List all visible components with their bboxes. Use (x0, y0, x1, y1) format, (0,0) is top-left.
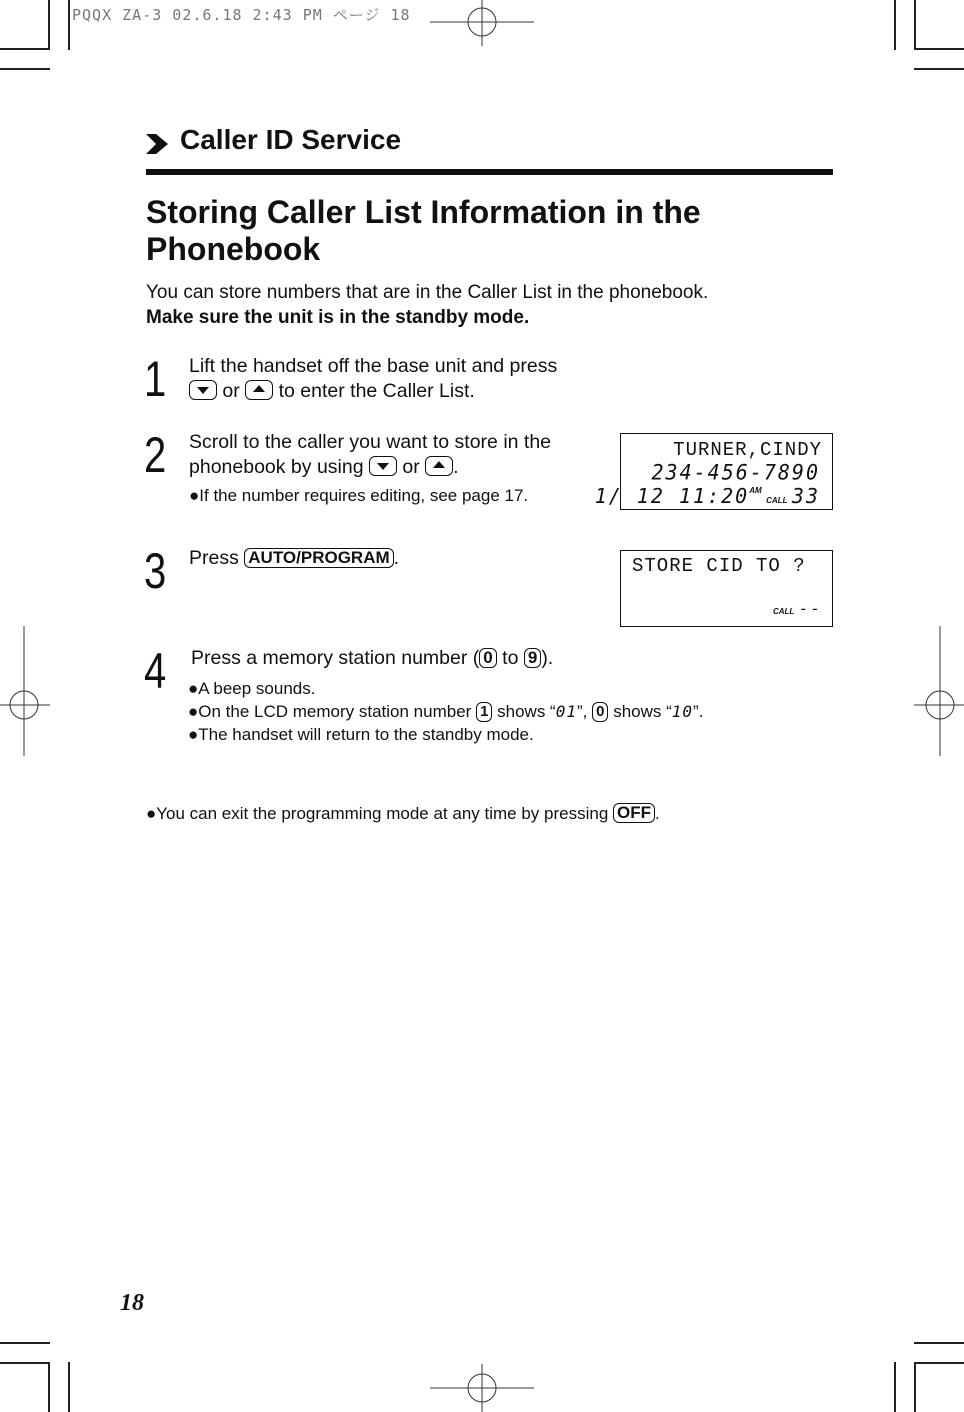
step-number: 3 (144, 543, 167, 599)
crop-mark (48, 1362, 50, 1412)
footer-note: ●You can exit the programming mode at any time by pressing OFF . (146, 803, 660, 823)
step-1-text: Lift the handset off the base unit and press (189, 355, 558, 377)
lcd-store-text: STORE CID TO ? (632, 555, 806, 577)
key-1: 1 (476, 702, 492, 722)
intro-bold-text: Make sure the unit is in the standby mode. (146, 307, 530, 328)
crop-mark (894, 1362, 896, 1412)
page-title (146, 194, 701, 268)
intro-text: You can store numbers that are in the Caller List in the phonebook. (146, 282, 709, 303)
lcd-glyph: 10 (671, 702, 694, 721)
lcd-caller-name: TURNER,CINDY (673, 439, 822, 461)
lcd-call-row: CALL -- (772, 599, 822, 618)
key-9: 9 (524, 648, 541, 668)
up-key-icon (425, 456, 453, 476)
crop-mark (48, 0, 50, 50)
step-2-bullet: ●If the number requires editing, see page 17. (189, 486, 529, 505)
step-2 (189, 430, 609, 507)
registration-target-right (914, 626, 964, 756)
step-2-text: Scroll to the caller you want to store in the (189, 431, 552, 453)
crop-mark (0, 48, 50, 50)
registration-target-bottom (430, 1362, 534, 1412)
crop-mark (914, 68, 964, 70)
lcd-caller-display (594, 433, 833, 510)
step-4-bullets (188, 677, 838, 746)
crop-mark (0, 1342, 50, 1344)
step-number: 1 (144, 351, 167, 407)
page-number: 18 (120, 1290, 144, 1316)
lcd-date-row: 1/ 12 $11:20^{AM}$ CALL 33 (594, 484, 820, 508)
arrow-bullet-icon (146, 132, 172, 156)
registration-target-top (430, 0, 534, 50)
key-0: 0 (479, 648, 496, 668)
crop-mark (0, 68, 50, 70)
title-line-1: Storing Caller List Information in the (146, 194, 701, 230)
step-number: 2 (144, 427, 167, 483)
step-2-line2: phonebook by using or . (189, 456, 459, 478)
auto-program-key: AUTO/PROGRAM (244, 548, 393, 568)
down-key-icon (189, 380, 217, 400)
bullet-item: ●The handset will return to the standby mode. (188, 725, 534, 744)
up-key-icon (245, 380, 273, 400)
crop-mark (914, 48, 964, 50)
lcd-caller-number: 234-456-7890 (651, 459, 820, 485)
key-0: 0 (592, 702, 608, 722)
off-key: OFF (613, 803, 655, 823)
step-3: Press AUTO/PROGRAM . (189, 547, 400, 569)
section-heading: Caller ID Service (180, 124, 402, 155)
step-4 (191, 646, 841, 671)
crop-mark (68, 0, 70, 50)
crop-mark (68, 1362, 70, 1412)
print-header: PQQX ZA-3 02.6.18 2:43 PM ページ 18 (72, 6, 411, 24)
crop-mark (0, 1362, 50, 1364)
step-1 (189, 354, 609, 404)
crop-mark (914, 1342, 964, 1344)
crop-mark (914, 1362, 964, 1364)
title-line-2: Phonebook (146, 231, 321, 267)
step-1-line2: or to enter the Caller List. (189, 379, 609, 404)
down-key-icon (369, 456, 397, 476)
lcd-store-display (620, 550, 833, 627)
crop-mark (914, 1362, 916, 1412)
heading-rule (146, 169, 833, 175)
step-4-text: Press a memory station number ( 0 to 9 ). (191, 647, 554, 669)
bullet-item: ●A beep sounds. (188, 679, 316, 698)
crop-mark (894, 0, 896, 50)
intro (146, 280, 846, 330)
lcd-glyph: 01 (555, 702, 577, 721)
registration-target-left (0, 626, 50, 756)
step-number: 4 (144, 643, 167, 699)
crop-mark (914, 0, 916, 50)
bullet-item: ●On the LCD memory station number 1 shows “01”, 0 shows “10”. (188, 702, 704, 721)
